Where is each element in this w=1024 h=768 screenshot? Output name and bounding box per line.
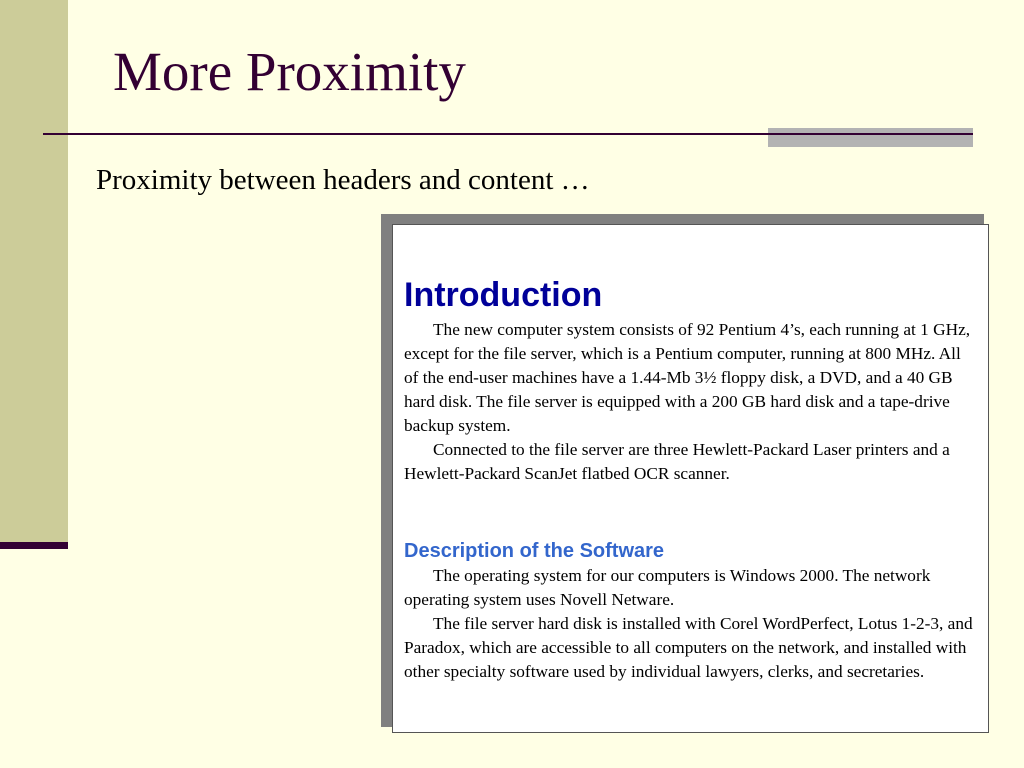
document-heading-software: Description of the Software [404, 539, 665, 562]
document-heading-introduction: Introduction [404, 276, 603, 314]
software-paragraph: The operating system for our computers is Windows 2000. The network operating system uses Novell Netware. [404, 565, 931, 609]
intro-paragraph: Connected to the file server are three Hewlett-Packard Laser printers and a Hewlett-Packard ScanJet flatbed OCR scanner. [404, 439, 950, 483]
left-bar-underline [0, 542, 68, 549]
sample-document [392, 224, 989, 733]
title-divider-accent [768, 128, 973, 147]
software-paragraph: The file server hard disk is installed with Corel WordPerfect, Lotus 1-2-3, and Paradox, which are accessible to all computers on the network, and installed with other specialty software used by individual lawyers, clerks, and secretaries. [404, 613, 973, 681]
intro-paragraph: The new computer system consists of 92 Pentium 4’s, each running at 1 GHz, except for the file server, which is a Pentium computer, running at 800 MHz. All of the end-user machines have a 1.44-Mb 3½ floppy disk, a DVD, and a 40 GB hard disk. The file server is equipped with a 200 GB hard disk and a tape-drive backup system. [404, 319, 971, 435]
slide-subtitle: Proximity between headers and content … [96, 164, 590, 196]
title-divider-accent-line [768, 133, 973, 135]
left-decorative-bar [0, 0, 68, 545]
slide-title: More Proximity [113, 41, 466, 102]
title-divider [43, 133, 770, 135]
